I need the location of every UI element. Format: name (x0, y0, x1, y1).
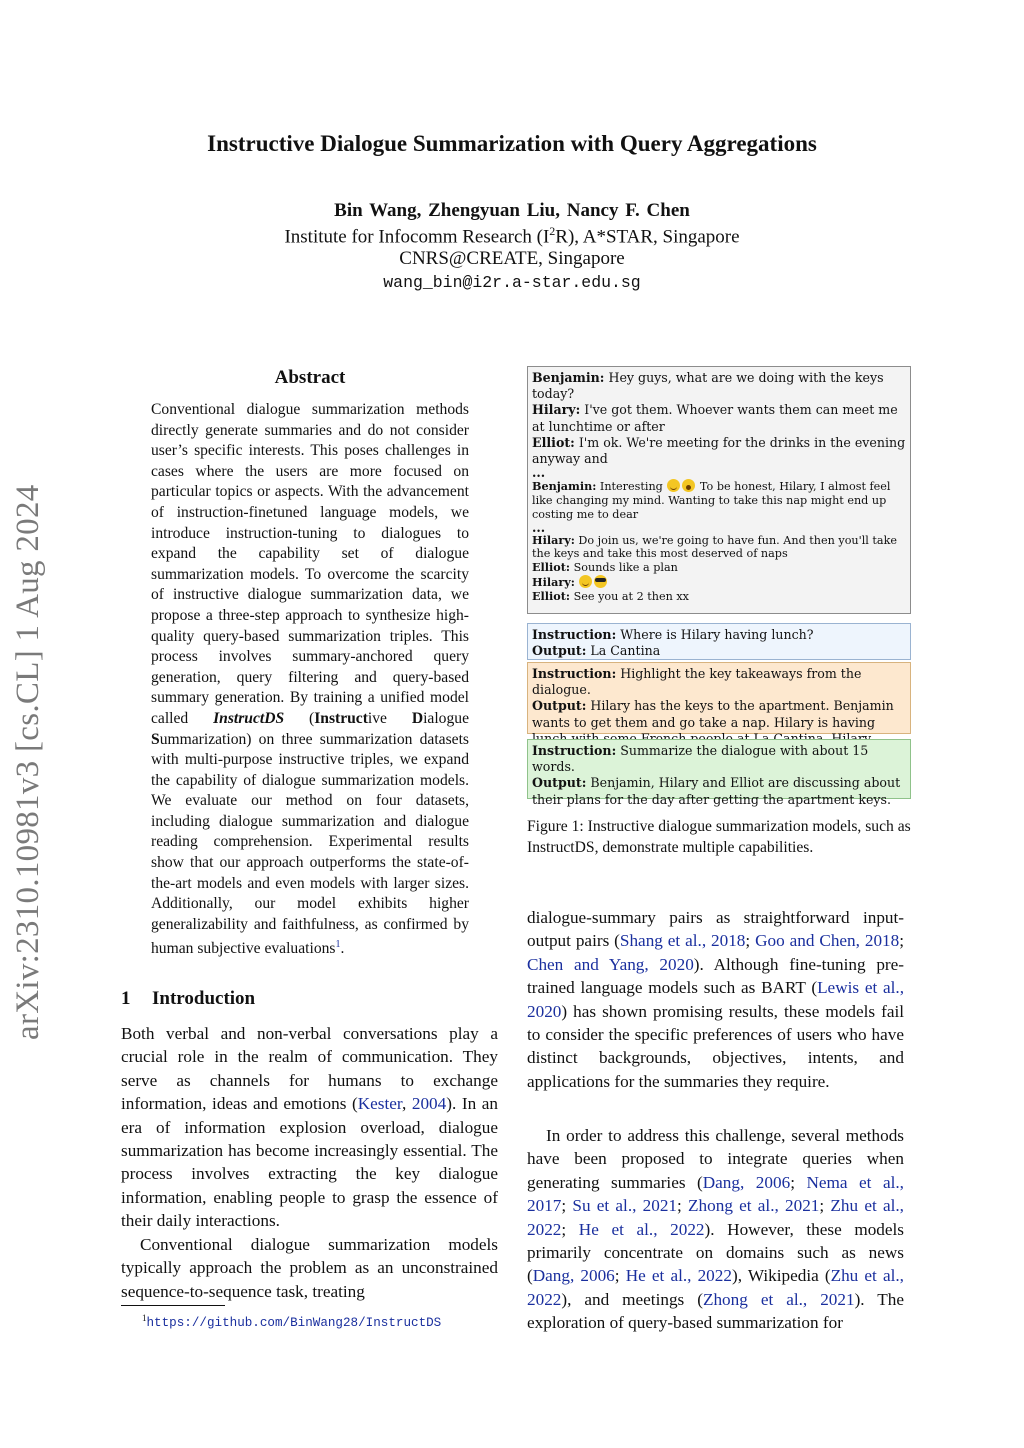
dialogue-line (532, 561, 906, 575)
output-line (532, 643, 906, 659)
expansion-t2: ialogue (423, 709, 469, 727)
instruction-line (532, 627, 906, 643)
output-text: Benjamin, Hilary and Elliot are discussing about their plans for the day after getting the apartment keys. (532, 775, 901, 807)
figure-caption: Figure 1: Instructive dialogue summarization models, such as InstructDS, demonstrate multiple capabilities. (527, 818, 911, 856)
utterance: See you at 2 then xx (570, 589, 689, 603)
citation-link[interactable]: Zhong et al., 2021 (688, 1196, 820, 1216)
citation-link[interactable]: Zhu et al., 2022 (527, 1196, 904, 1239)
author-email[interactable]: wang_bin@i2r.a-star.edu.sg (383, 273, 641, 292)
citation-link[interactable]: Lewis et al., 2020 (527, 978, 905, 1021)
paren-open: ( (284, 709, 315, 727)
instruction-text: Where is Hilary having lunch? (616, 627, 814, 642)
text-run: ; (561, 1196, 573, 1216)
text-run: ; (677, 1196, 689, 1216)
dialogue-line (532, 534, 906, 562)
figure-qa-box-3 (527, 739, 911, 807)
text-run: ). The exploration of query-based summarization for (527, 1289, 904, 1333)
text-run: ), Wikipedia ( (731, 1266, 831, 1286)
text-run: ; (899, 931, 905, 951)
output-text: Hilary has the keys to the apartment. Benjamin wants to get them and go take a nap. Hilary is having (532, 698, 894, 730)
expansion-t3: ummarization) (159, 730, 252, 748)
author-list: Bin Wang, Zhengyuan Liu, Nancy F. Chen (334, 200, 690, 221)
utterance: Interesting (596, 480, 667, 494)
dialogue-line (532, 479, 906, 521)
expansion-t1: ive (367, 709, 412, 727)
dialogue-line (532, 435, 906, 467)
figure-qa-box-1 (527, 623, 911, 660)
affiliation-1-post: R), A*STAR, Singapore (555, 226, 740, 248)
screaming-face-emoji-icon (682, 479, 695, 492)
footnote-url-link[interactable]: https://github.com/BinWang28/InstructDS (146, 1316, 442, 1331)
abstract-text-2: on three summarization datasets with multi-purpose instructive triples, we expand the capability of dialogue summarization models. We evaluate our method on four datasets, including dialogue summarization and dialogue reading comprehension. Experimental results show that our approach outperforms the state-of-the-art models and even models with larger sizes. Additionally, our model exhibits higher generalizability and faithfulness, as confirmed by human subjective evaluations (151, 730, 469, 958)
text-run: ), and meetings ( (561, 1289, 703, 1309)
output-line (532, 775, 906, 807)
abstract-end: . (340, 940, 345, 958)
sunglasses-emoji-icon (594, 575, 607, 588)
instruction-label: Instruction: (532, 666, 617, 681)
speaker-name: Elliot: (532, 588, 571, 603)
ellipsis: ... (532, 519, 546, 535)
footnote (142, 1313, 441, 1330)
text-run: ) has shown promising results, these models fail to consider the specific preferences of users who have distinct backgrounds, objectives, intents, and applications for the summaries they require. (527, 1001, 904, 1091)
text-run: Both verbal and non-verbal conversations play a crucial role in the realm of communication. They serve as channels for humans to exchange information, ideas and emotions ( (121, 1024, 498, 1114)
abstract-text-1: Conventional dialogue summarization methods directly generate summaries and do not consider user’s specific interests. This poses challenges in cases where the users are more focused on particular topics or aspects. With the advancement of instruction-finetuned language models, we introduce instruction-tuning to dialogues to expand the capability set of dialogue summarization models. To overcome the scarcity of instructive dialogue summarization data, we propose a three-step approach to synthesize high-quality query-based summarization triples. This process involves summary-anchored query generation, query filtering and query-based summary generation. By training a unified model called (151, 401, 469, 727)
expansion-b2: D (411, 709, 424, 727)
text-run: ; (790, 1172, 807, 1192)
citation-link[interactable]: Dang, 2006 (532, 1266, 615, 1286)
utterance: Do join us, we're going to have fun. And then you'll take the keys and take this most deserved of naps (532, 533, 897, 561)
expansion-b1: Instruct (314, 709, 368, 727)
ellipsis: ... (532, 465, 546, 481)
speaker-name: Elliot: (532, 560, 571, 575)
footnote-ref[interactable]: 1 (335, 939, 341, 951)
speaker-name: Hilary: (532, 402, 581, 418)
text-run: , (401, 1094, 412, 1114)
instruction-label: Instruction: (532, 743, 617, 758)
speaker-name: Elliot: (532, 434, 575, 450)
right-paragraph-2 (527, 1124, 904, 1335)
intro-paragraph-2: Conventional dialogue summarization models typically approach the problem as an unconstrained sequence-to-sequence task, treating (121, 1235, 498, 1301)
citation-link[interactable]: Dang, 2006 (702, 1172, 791, 1192)
utterance: Hey guys, what are we doing with the keys today? (532, 370, 884, 402)
smiley-emoji-icon (667, 479, 680, 492)
expansion-b3: S (151, 730, 160, 748)
citation-link[interactable]: Nema et al., 2017 (527, 1172, 904, 1216)
citation-link[interactable]: 2004 (411, 1094, 447, 1114)
text-run: ; (561, 1219, 579, 1239)
citation-link[interactable]: Zhu et al., 2022 (527, 1266, 904, 1309)
text-run: dialogue-summary pairs as straightforward input-output pairs ( (527, 908, 904, 951)
text-run: ). In an era of information explosion overload, dialogue summarization has become increasingly essential. The process involves extracting the key dialogue information, enabling people to grasp the essence of their daily interactions. (121, 1094, 498, 1231)
citation-link[interactable]: Zhong et al., 2021 (702, 1289, 855, 1309)
affiliation-1-pre: Institute for Infocomm Research (I (284, 226, 550, 248)
affiliation-2: CNRS@CREATE, Singapore (399, 248, 625, 269)
instruction-line (532, 743, 906, 775)
instruction-label: Instruction: (532, 627, 617, 642)
citation-link[interactable]: Su et al., 2021 (572, 1196, 678, 1216)
arxiv-stamp: arXiv:2310.10981v3 [cs.CL] 1 Aug 2024 (10, 484, 46, 1040)
citation-link[interactable]: Goo and Chen, 2018 (755, 931, 900, 951)
section-number: 1 (121, 988, 131, 1009)
model-name: InstructDS (213, 709, 285, 727)
dialogue-line (532, 370, 906, 402)
footnote-rule (121, 1305, 225, 1306)
speaker-name: Benjamin: (532, 370, 605, 385)
instruction-line (532, 666, 906, 698)
dialogue-line (532, 402, 906, 434)
dialogue-line (532, 590, 906, 604)
citation-link[interactable]: Shang et al., 2018 (619, 931, 746, 951)
text-run: ; (819, 1196, 831, 1216)
instruction-text: Highlight the key takeaways from the dialogue. (532, 666, 862, 698)
abstract-heading: Abstract (274, 367, 346, 388)
citation-link[interactable]: Chen and Yang, 2020 (527, 954, 694, 974)
section-heading-introduction (121, 988, 255, 1010)
utterance: To be honest, Hilary, I almost feel like changing my mind. Wanting to take this nap might end up costing me to dear (532, 480, 891, 521)
text-run: In order to address this challenge, several methods have been proposed to integrate queries when generating summaries ( (527, 1126, 904, 1192)
citation-link[interactable]: He et al., 2022 (578, 1219, 705, 1239)
affiliation-1-sup: 2 (549, 224, 556, 238)
paper-title: Instructive Dialogue Summarization with Query Aggregations (207, 131, 817, 156)
smiley-emoji-icon (579, 575, 592, 588)
dialogue-line (532, 575, 906, 590)
section-title: Introduction (152, 988, 256, 1009)
abstract-body (151, 400, 469, 960)
output-label: Output: (532, 698, 587, 714)
speaker-name: Benjamin: (532, 479, 597, 494)
footnote-mark: 1 (142, 1313, 147, 1323)
intro-paragraph-1 (121, 1022, 498, 1233)
utterance: I've got them. Whoever wants them can meet me at lunchtime or after (532, 402, 898, 434)
text-run: ; (745, 931, 756, 951)
instruction-text: Summarize the dialogue with about 15 words. (532, 743, 869, 775)
affiliation-1 (0, 224, 1024, 248)
text-run: ). Although fine-tuning pre-trained language models such as BART ( (527, 954, 904, 998)
output-label: Output: (532, 775, 587, 791)
output-text: La Cantina (586, 643, 661, 659)
figure-dialogue-box (527, 366, 911, 614)
speaker-name: Hilary: (532, 532, 575, 547)
utterance: Sounds like a plan (570, 561, 678, 575)
right-paragraph-1 (527, 906, 904, 1093)
citation-link[interactable]: He et al., 2022 (625, 1266, 732, 1286)
citation-link[interactable]: Kester (357, 1094, 402, 1114)
text-run: ; (614, 1266, 626, 1286)
output-label: Output: (532, 643, 587, 659)
speaker-name: Hilary: (532, 575, 575, 589)
figure-qa-box-2 (527, 662, 911, 734)
utterance: I'm ok. We're meeting for the drinks in the evening anyway and (532, 434, 906, 467)
text-run: ). However, these models primarily concentrate on domains such as news ( (527, 1219, 904, 1286)
